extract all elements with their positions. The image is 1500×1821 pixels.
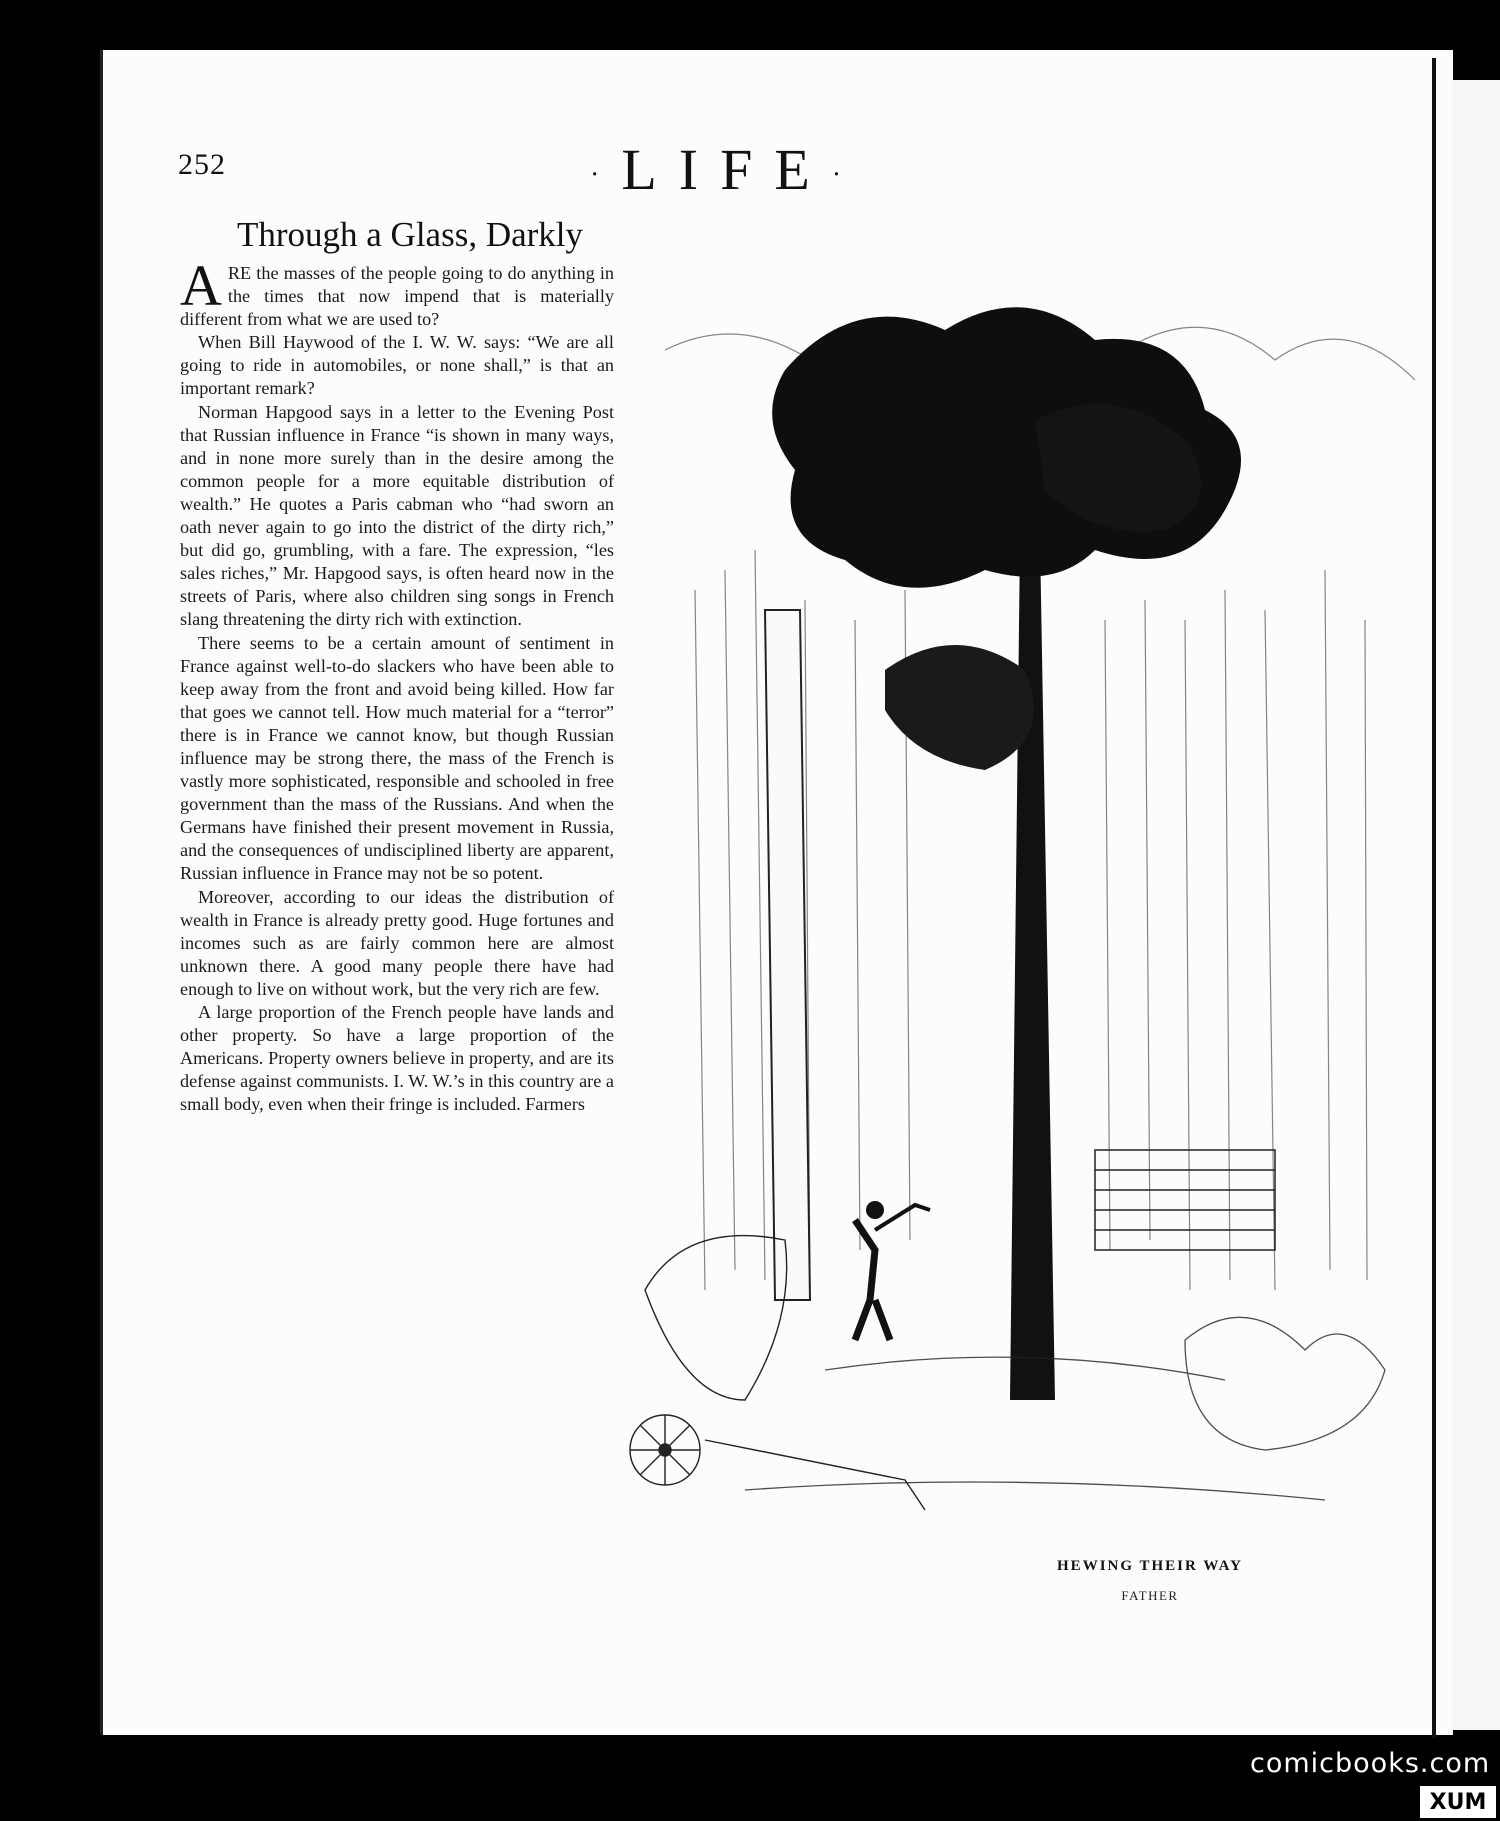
masthead-title: LIFE [621, 137, 832, 202]
paragraph: Norman Hapgood says in a letter to the Evening Post that Russian influence in France “is shown in many ways, and in none more surely than in the desire among the common people for a more equitable distribution of wealth.” He quotes a Paris cabman who “had sworn an oath never again to go into the district of the dirty rich,” but did go, grumbling, with a fare. The expression, “les sales riches,” Mr. Hapgood says, is often heard now in the streets of Paris, where also children sing songs in French slang threatening the dirty rich with extinction. [180, 401, 614, 630]
log-cabin [1095, 1150, 1275, 1250]
adjacent-page-edge [1452, 80, 1500, 1730]
forest-illustration [625, 290, 1425, 1540]
article-title: Through a Glass, Darkly [236, 215, 584, 254]
foreground-brush [745, 1317, 1385, 1500]
site-watermark: comicbooks.com [1250, 1748, 1491, 1779]
page-number: 252 [178, 148, 226, 181]
big-tree-left [765, 610, 810, 1300]
page-gutter [1432, 58, 1436, 1738]
paragraph: Moreover, according to our ideas the distribution of wealth in France is already pretty good. Huge fortunes and incomes such as are fairly common here are almost unknown there. A good many people there have had enough to live on without work, but the very rich are few. [180, 886, 614, 999]
paragraph: There seems to be a certain amount of sentiment in France against well-to-do slackers who have been able to keep away from the front and avoid being killed. How far that goes we cannot tell. How much material for a “terror” there is in France we cannot know, but though Russian influence may be strong there, the mass of the French is vastly more sophisticated, responsible and schooled in free government than the mass of the Russians. And when the Germans have finished their present movement in Russia, and the consequences of undisciplined liberty are apparent, Russian influence in France may not be so potent. [180, 632, 614, 884]
drop-cap: A [180, 253, 222, 318]
scan-code-label: XUM [1420, 1786, 1496, 1818]
article-body [180, 253, 614, 1116]
woodsman-figure [855, 1201, 930, 1340]
masthead: ·LIFE· [590, 137, 864, 202]
paragraph: ARE the masses of the people going to do anything in the times that now impend that is materially different from what we are used to? [180, 253, 614, 330]
central-pine [772, 307, 1241, 1400]
illustration-caption: HEWING THEIR WAY [1057, 1558, 1243, 1574]
paragraph: When Bill Haywood of the I. W. W. says: “We are all going to ride in automobiles, or none shall,” is that an important remark? [180, 332, 614, 399]
illustration-artist: FATHER [1121, 1588, 1179, 1603]
paragraph: A large proportion of the French people have lands and other property. So have a large proportion of the Americans. Property owners believe in property, and are its defense against communists. I. W. W.’s in this country are a small body, even when their fringe is included. Farmers [180, 1002, 614, 1115]
